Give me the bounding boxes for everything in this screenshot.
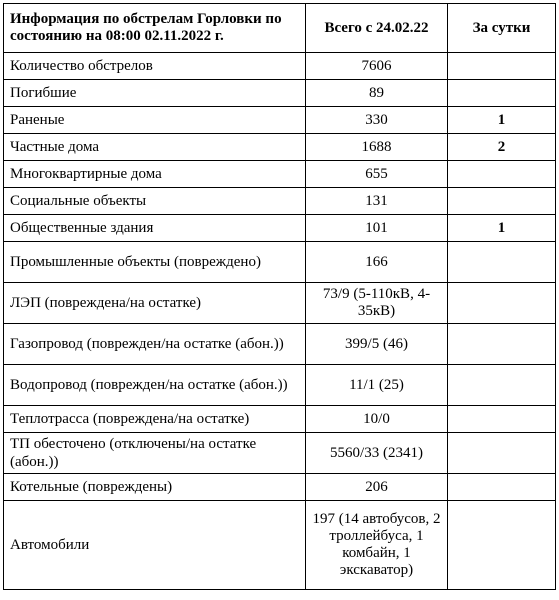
per-day-header: За сутки bbox=[448, 4, 556, 53]
row-label: Раненые bbox=[4, 107, 306, 134]
table-row bbox=[4, 433, 556, 474]
row-day: 2 bbox=[448, 134, 556, 161]
table-row bbox=[4, 53, 556, 80]
row-label: Погибшие bbox=[4, 80, 306, 107]
row-day bbox=[448, 53, 556, 80]
row-label: Газопровод (поврежден/на остатке (абон.)) bbox=[4, 324, 306, 365]
table-row bbox=[4, 365, 556, 406]
row-total: 73/9 (5-110кВ, 4-35кВ) bbox=[306, 283, 448, 324]
row-day bbox=[448, 80, 556, 107]
table-row bbox=[4, 107, 556, 134]
table-row bbox=[4, 188, 556, 215]
row-total: 197 (14 автобусов, 2 троллейбуса, 1 комбайн, 1 экскаватор) bbox=[306, 501, 448, 590]
row-label: ТП обесточено (отключены/на остатке (абон.)) bbox=[4, 433, 306, 474]
row-label: ЛЭП (повреждена/на остатке) bbox=[4, 283, 306, 324]
row-day: 1 bbox=[448, 215, 556, 242]
row-day bbox=[448, 433, 556, 474]
row-day bbox=[448, 501, 556, 590]
row-day bbox=[448, 474, 556, 501]
row-total: 7606 bbox=[306, 53, 448, 80]
row-label: Автомобили bbox=[4, 501, 306, 590]
table-row bbox=[4, 215, 556, 242]
report-title-header: Информация по обстрелам Горловки по состоянию на 08:00 02.11.2022 г. bbox=[4, 4, 306, 53]
table-row bbox=[4, 324, 556, 365]
row-label: Промышленные объекты (повреждено) bbox=[4, 242, 306, 283]
table-row bbox=[4, 134, 556, 161]
row-label: Частные дома bbox=[4, 134, 306, 161]
row-total: 89 bbox=[306, 80, 448, 107]
table-row bbox=[4, 161, 556, 188]
table-row bbox=[4, 501, 556, 590]
row-day bbox=[448, 365, 556, 406]
row-label: Многоквартирные дома bbox=[4, 161, 306, 188]
shelling-report-table bbox=[3, 3, 556, 590]
row-total: 10/0 bbox=[306, 406, 448, 433]
row-day bbox=[448, 324, 556, 365]
row-total: 5560/33 (2341) bbox=[306, 433, 448, 474]
row-label: Социальные объекты bbox=[4, 188, 306, 215]
row-total: 399/5 (46) bbox=[306, 324, 448, 365]
row-total: 101 bbox=[306, 215, 448, 242]
row-total: 166 bbox=[306, 242, 448, 283]
row-total: 1688 bbox=[306, 134, 448, 161]
table-row bbox=[4, 242, 556, 283]
row-label: Водопровод (поврежден/на остатке (абон.)) bbox=[4, 365, 306, 406]
row-total: 655 bbox=[306, 161, 448, 188]
row-label: Котельные (повреждены) bbox=[4, 474, 306, 501]
row-total: 131 bbox=[306, 188, 448, 215]
row-total: 206 bbox=[306, 474, 448, 501]
table-row bbox=[4, 406, 556, 433]
row-total: 11/1 (25) bbox=[306, 365, 448, 406]
row-label: Общественные здания bbox=[4, 215, 306, 242]
table-row bbox=[4, 80, 556, 107]
row-total: 330 bbox=[306, 107, 448, 134]
row-day bbox=[448, 406, 556, 433]
row-day bbox=[448, 188, 556, 215]
row-label: Количество обстрелов bbox=[4, 53, 306, 80]
table-header-row bbox=[4, 4, 556, 53]
row-label: Теплотрасса (повреждена/на остатке) bbox=[4, 406, 306, 433]
row-day: 1 bbox=[448, 107, 556, 134]
row-day bbox=[448, 283, 556, 324]
row-day bbox=[448, 161, 556, 188]
total-since-header: Всего с 24.02.22 bbox=[306, 4, 448, 53]
table-row bbox=[4, 283, 556, 324]
table-row bbox=[4, 474, 556, 501]
row-day bbox=[448, 242, 556, 283]
